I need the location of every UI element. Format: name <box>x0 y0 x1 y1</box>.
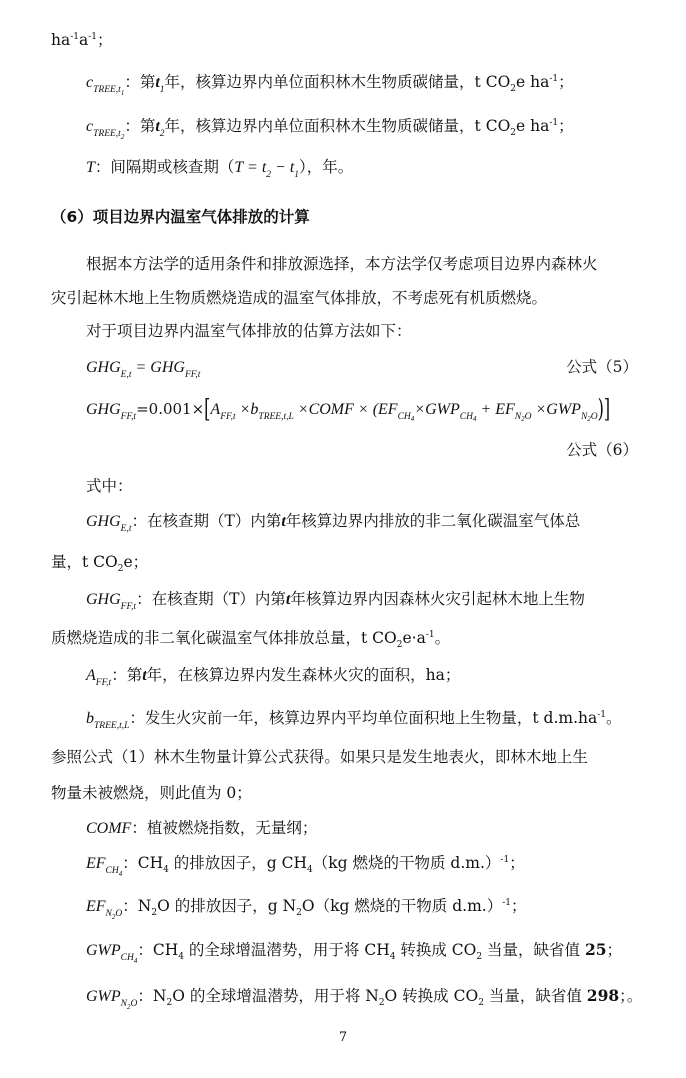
subscript: 2 <box>151 908 158 918</box>
variable-subscript: FF,t <box>95 678 112 688</box>
equation: ×COMF × (EF <box>293 401 398 418</box>
equation: = GHG <box>131 359 185 376</box>
variable-symbol: c <box>86 74 94 91</box>
subscript: 4 <box>389 952 396 962</box>
formula-5-label: 公式（5） <box>566 358 638 376</box>
superscript: -1 <box>502 898 511 908</box>
definition-ghg-e-cont <box>51 552 638 575</box>
definition-ghg-ff-cont <box>51 628 638 651</box>
definition-ghg-ff <box>86 589 638 612</box>
variable-subscript: 4 <box>472 415 477 423</box>
formula-5 <box>86 357 638 380</box>
unit-line <box>51 30 638 53</box>
variable-symbol: t <box>281 513 286 530</box>
variable-symbol: COMF <box>86 820 132 837</box>
definition-text: 年，在核算边界内发生森林火灾的面积，ha； <box>146 666 461 684</box>
variable-subscript: 2 <box>266 170 272 180</box>
definition-text: 量，t CO <box>51 553 118 571</box>
subscript: 2 <box>510 84 517 94</box>
definition-b-tree-cont: 物量未被燃烧，则此值为 0； <box>51 784 252 802</box>
variable-subscript: TREE,t,L <box>258 412 294 422</box>
variable-symbol: t <box>155 118 160 135</box>
definition-text: 年，核算边界内单位面积林木生物质碳储量，t CO <box>164 73 511 91</box>
variable-symbol: EF <box>86 855 106 872</box>
definition-text: ：在核查期（T）内第 <box>131 512 282 530</box>
subscript: 4 <box>163 865 169 875</box>
equation: − t <box>271 159 295 176</box>
variable-symbol: GWP <box>86 988 121 1005</box>
formula-6 <box>86 393 638 424</box>
equation: =0.001× <box>136 400 205 418</box>
definition-ef-ch4 <box>86 853 638 876</box>
variable-subscript: CH <box>105 866 119 876</box>
punctuation: ； <box>558 117 574 135</box>
variable-subscript: N <box>514 412 522 422</box>
variable-subscript: O <box>130 999 138 1009</box>
variable-symbol: b <box>86 710 94 727</box>
punctuation: 。 <box>434 629 451 647</box>
definition-text: e ha <box>516 117 550 135</box>
formula-6-label: 公式（6） <box>566 441 638 459</box>
subscript: 2 <box>478 998 484 1008</box>
subscript: 2 <box>166 998 173 1008</box>
definition-a-ff <box>86 665 638 688</box>
where-label: 式中： <box>86 477 133 495</box>
definition-text: 当量，缺省值 <box>482 941 585 959</box>
paragraph-line: 根据本方法学的适用条件和排放源选择，本方法学仅考虑项目边界内森林火 <box>86 255 598 273</box>
definition-text: ：第 <box>124 73 156 91</box>
punctuation: ； <box>606 941 623 959</box>
definition-b-tree-cont: 参照公式（1）林木生物量计算公式获得。如果只是发生地表火，即林木地上生 <box>51 748 588 766</box>
superscript: -1 <box>425 630 435 640</box>
superscript: -1 <box>500 855 510 865</box>
equation: ×b <box>235 401 259 418</box>
variable-subscript: N <box>105 909 112 919</box>
variable-symbol: A <box>86 667 96 684</box>
punctuation: ； <box>511 897 527 915</box>
definition-text: ：第 <box>124 117 156 135</box>
definition-comf <box>86 818 638 839</box>
variable-symbol: GHG <box>86 359 121 376</box>
right-bracket: )] <box>597 393 611 424</box>
definition-text: O 转换成 CO <box>384 987 479 1005</box>
variable-subscript: FF,t <box>184 370 201 380</box>
definition-T <box>86 157 638 180</box>
punctuation: ； <box>558 73 574 91</box>
definition-text: 年核算边界内因森林火灾引起林木地上生物 <box>290 590 585 608</box>
equation: T = t <box>234 159 267 176</box>
definition-b-tree <box>86 708 638 731</box>
variable-subscript: O <box>115 909 123 919</box>
variable-subscript: TREE,t,L <box>94 721 130 731</box>
variable-subscript: FF,t <box>120 412 137 422</box>
variable-subscript: E,t <box>120 370 132 380</box>
variable-subscript: 1 <box>120 89 125 97</box>
definition-text: O（kg 燃烧的干物质 d.m.） <box>301 897 503 915</box>
definition-text: （kg 燃烧的干物质 d.m.） <box>312 854 501 872</box>
definition-text: 转换成 CO <box>395 941 477 959</box>
paragraph-line: 灾引起林木地上生物质燃烧造成的温室气体排放，不考虑死有机质燃烧。 <box>51 289 548 307</box>
variable-subscript: 2 <box>120 133 125 141</box>
subscript: 4 <box>307 865 313 875</box>
variable-symbol: GHG <box>86 591 121 608</box>
definition-text: e； <box>123 553 149 571</box>
variable-subscript: 2 <box>127 1003 131 1011</box>
variable-subscript: O <box>524 412 532 422</box>
variable-symbol: GWP <box>86 942 121 959</box>
definition-text: ：植被燃烧指数，无量纲； <box>131 819 318 837</box>
definition-text: ：间隔期或核查期（ <box>94 158 235 176</box>
definition-text: ：CH <box>137 941 179 959</box>
definition-gwp-ch4 <box>86 940 638 963</box>
superscript: -1 <box>549 118 559 128</box>
variable-subscript: 4 <box>133 957 138 965</box>
definition-text: ：N <box>122 897 152 915</box>
variable-subscript: N <box>120 999 127 1009</box>
definition-text: 年核算边界内排放的非二氧化碳温室气体总 <box>285 512 581 530</box>
variable-subscript: 2 <box>521 415 525 423</box>
variable-subscript: 1 <box>159 85 165 95</box>
equation: ×GWP <box>531 401 581 418</box>
definition-text: ），年。 <box>299 158 354 176</box>
unit-text: a <box>79 31 89 49</box>
variable-subscript: TREE,t <box>93 85 121 95</box>
definition-c-tree-t1 <box>86 72 638 95</box>
definition-text: O 的全球增温潜势，用于将 N <box>172 987 379 1005</box>
variable-symbol: t <box>285 591 291 608</box>
subscript: 2 <box>117 564 124 574</box>
definition-text: e ha <box>516 73 550 91</box>
definition-text: O 的排放因子，g N <box>157 897 297 915</box>
definition-text: 质燃烧造成的非二氧化碳温室气体排放总量，t CO <box>51 629 397 647</box>
punctuation: ； <box>97 31 113 49</box>
definition-text: ：发生火灾前一年，核算边界内平均单位面积地上生物量，t d.m.ha <box>129 709 598 727</box>
variable-subscript: O <box>590 412 598 422</box>
page-number: 7 <box>338 1030 348 1045</box>
equation: ×GWP <box>414 401 460 418</box>
variable-subscript: N <box>580 412 588 422</box>
subscript: 2 <box>476 952 483 962</box>
definition-ef-n2o <box>86 896 638 919</box>
definition-text: 当量，缺省值 <box>483 987 587 1005</box>
variable-subscript: 4 <box>410 415 415 423</box>
equation: + EF <box>476 401 515 418</box>
definition-gwp-n2o <box>86 986 643 1011</box>
subscript: 2 <box>378 998 385 1008</box>
paragraph-line: 对于项目边界内温室气体排放的估算方法如下： <box>86 322 412 340</box>
definition-text: ：CH <box>122 854 164 872</box>
variable-subscript: CH <box>120 953 134 963</box>
punctuation: 。 <box>606 709 622 727</box>
definition-text: 年，核算边界内单位面积林木生物质碳储量，t CO <box>164 117 511 135</box>
variable-symbol: T <box>86 159 95 176</box>
superscript: -1 <box>70 32 80 42</box>
superscript: -1 <box>597 710 607 720</box>
definition-text: 的全球增温潜势，用于将 CH <box>183 941 390 959</box>
variable-subscript: 2 <box>587 415 591 423</box>
variable-subscript: FF,t <box>120 602 137 612</box>
variable-symbol: c <box>86 118 94 135</box>
definition-text: e·a <box>402 629 426 647</box>
variable-subscript: CH <box>459 412 473 422</box>
definition-text: ：N <box>137 987 167 1005</box>
unit-text: ha <box>51 31 71 49</box>
variable-subscript: CH <box>397 412 411 422</box>
default-value: 25 <box>584 940 607 959</box>
section-heading: （6）项目边界内温室气体排放的计算 <box>51 208 310 226</box>
subscript: 2 <box>296 908 302 918</box>
punctuation: ； <box>509 854 525 872</box>
variable-subscript: FF,t <box>220 412 236 422</box>
variable-symbol: A <box>210 401 221 418</box>
variable-subscript: 4 <box>118 870 123 878</box>
variable-subscript: 2 <box>111 913 116 921</box>
definition-text: ：第 <box>111 666 143 684</box>
variable-subscript: 1 <box>294 170 300 180</box>
variable-subscript: TREE,t <box>93 129 121 139</box>
punctuation: ；。 <box>619 987 643 1005</box>
variable-subscript: 2 <box>159 129 165 139</box>
definition-ghg-e <box>86 511 638 534</box>
definition-text: 的排放因子，g CH <box>168 854 308 872</box>
subscript: 2 <box>510 128 517 138</box>
subscript: 4 <box>178 952 184 962</box>
variable-subscript: E,t <box>120 524 132 534</box>
superscript: -1 <box>88 32 98 42</box>
variable-symbol: GHG <box>86 401 121 418</box>
variable-symbol: t <box>142 667 147 684</box>
left-bracket: [ <box>204 393 211 424</box>
variable-symbol: EF <box>86 898 106 915</box>
subscript: 2 <box>396 640 403 650</box>
definition-text: ：在核查期（T）内第 <box>136 590 286 608</box>
variable-symbol: GHG <box>86 513 121 530</box>
superscript: -1 <box>549 74 559 84</box>
definition-c-tree-t2 <box>86 116 638 139</box>
variable-symbol: t <box>155 74 160 91</box>
default-value: 298 <box>586 986 620 1005</box>
